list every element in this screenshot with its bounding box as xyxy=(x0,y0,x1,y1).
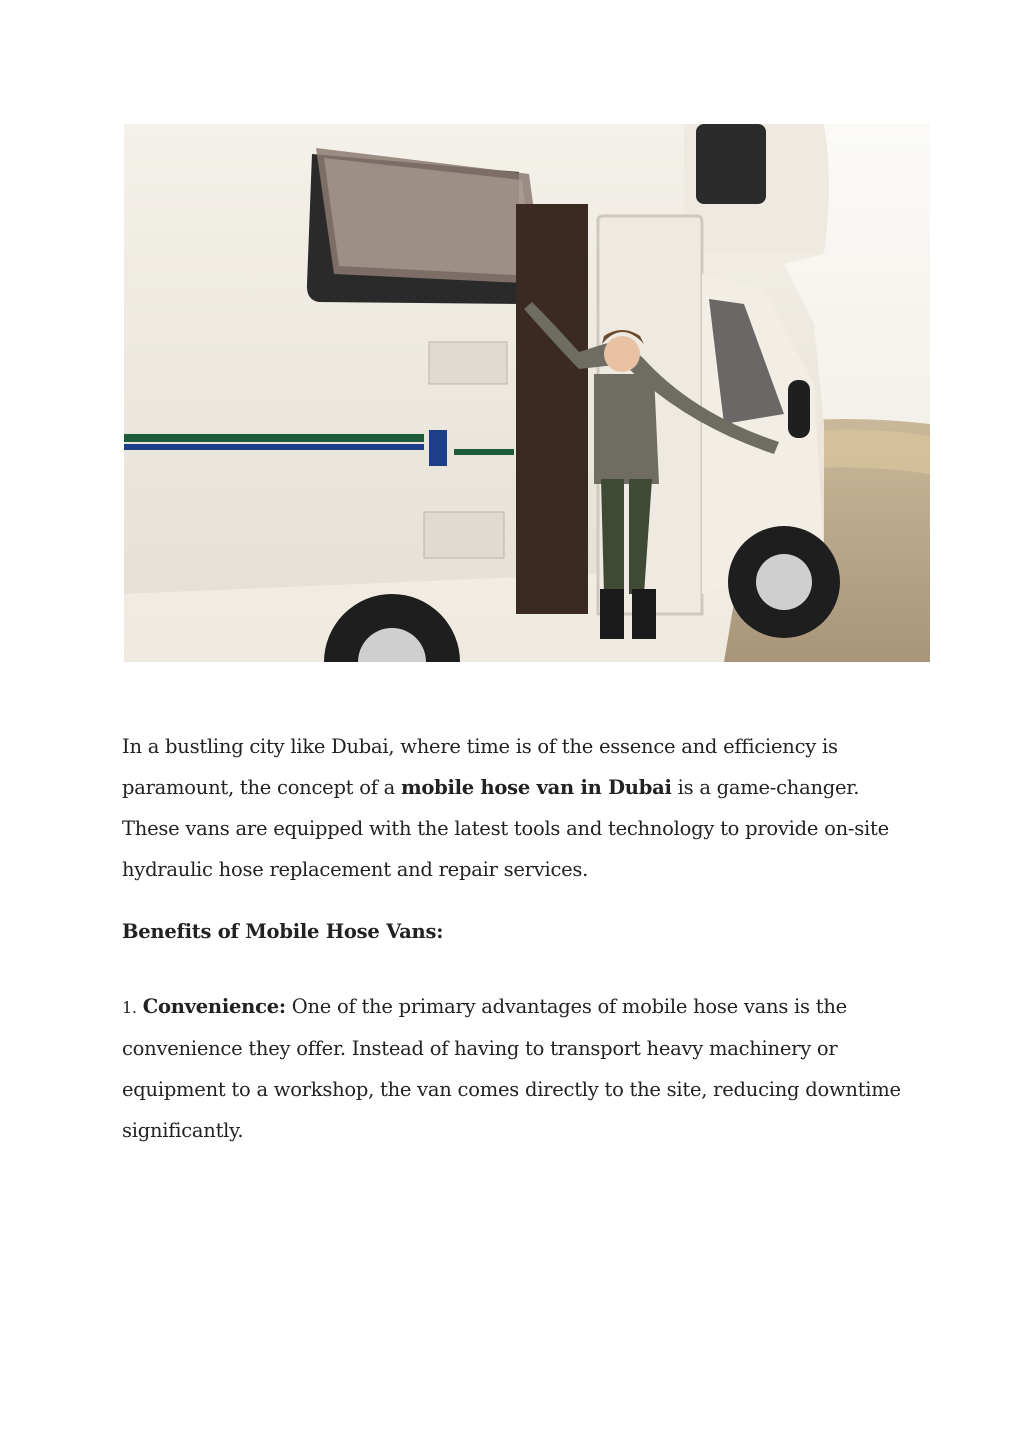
benefit-item xyxy=(122,986,912,1151)
benefit-number: 1. xyxy=(122,998,137,1017)
benefit-text: One of the primary advantages of mobile hose vans is the convenience they offer. Instead of having to transport heavy machinery or equipment to a workshop, the van comes directly to the site, reducing downtime significantly. xyxy=(122,995,901,1142)
hero-photo xyxy=(124,124,930,662)
benefits-heading: Benefits of Mobile Hose Vans: xyxy=(122,920,444,943)
intro-text-continued: is a game-changer. These vans are equipped with the latest tools and technology to provide on-site hydraulic hose replacement and repair services. xyxy=(122,776,889,881)
benefit-title: Convenience: xyxy=(142,995,286,1018)
intro-text: In a bustling city like Dubai, where time is of the essence and efficiency is paramount, the concept of a xyxy=(122,735,838,799)
intro-paragraph xyxy=(122,726,912,890)
article-body xyxy=(122,726,912,1151)
intro-bold-link-text: mobile hose van in Dubai xyxy=(400,776,672,799)
